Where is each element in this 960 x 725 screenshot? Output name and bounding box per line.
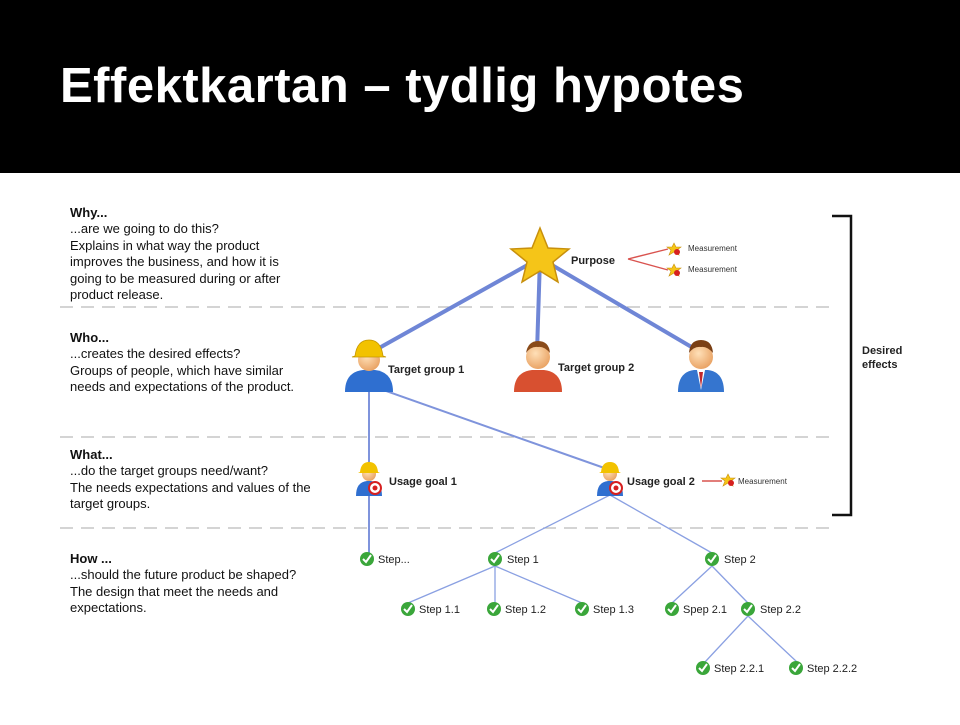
how-heading: How ... xyxy=(70,551,112,566)
worker-person-icon xyxy=(345,340,393,392)
step-label: Spep 2.1 xyxy=(683,604,728,616)
who-line: Groups of people, which have similar xyxy=(70,363,284,378)
usage-goal-2-measurement: Measurement xyxy=(738,477,787,486)
what-line: ...do the target groups need/want? xyxy=(70,463,269,478)
step-node xyxy=(665,602,727,616)
target-group-2-node xyxy=(514,341,634,392)
person-icon xyxy=(514,341,562,392)
row-descriptions xyxy=(70,205,311,615)
step-connectors xyxy=(408,495,797,662)
step-label: Step 2.2.1 xyxy=(714,663,765,675)
how-line: expectations. xyxy=(70,600,147,615)
step-node xyxy=(705,552,756,566)
why-line: improves the business, and how it is xyxy=(70,254,279,269)
step-label: Step 1.1 xyxy=(419,604,460,616)
target-icon xyxy=(674,249,680,255)
step-label: Step 2.2 xyxy=(760,604,801,616)
step-label: Step 1.2 xyxy=(505,604,546,616)
target-group-2-label: Target group 2 xyxy=(558,362,635,374)
connector-tg1-goal2 xyxy=(369,385,610,470)
steps xyxy=(360,552,857,675)
why-line: product release. xyxy=(70,287,164,302)
slide-title: Effektkartan – tydlig hypotes xyxy=(60,59,745,113)
step-node xyxy=(575,602,634,616)
why-line: going to be measured during or after xyxy=(70,271,281,286)
title-bar xyxy=(0,0,960,173)
step-node xyxy=(789,661,857,675)
who-line: ...creates the desired effects? xyxy=(70,346,241,361)
purpose-node xyxy=(511,228,615,282)
usage-goal-2-label: Usage goal 2 xyxy=(627,476,695,488)
target-group-1-node xyxy=(345,340,464,392)
purpose-measurements xyxy=(628,243,738,276)
step-node xyxy=(741,602,801,616)
who-line: needs and expectations of the product. xyxy=(70,379,295,394)
worker-goal-icon xyxy=(356,462,382,496)
step-label: Step 2.2.2 xyxy=(807,663,858,675)
target-icon xyxy=(728,480,734,486)
how-line: ...should the future product be shaped? xyxy=(70,567,297,582)
desired-effects-label: Desired xyxy=(862,345,903,357)
desired-effects-bracket xyxy=(832,216,902,515)
effect-map-svg xyxy=(0,173,960,720)
why-line: ...are we going to do this? xyxy=(70,221,219,236)
what-line: target groups. xyxy=(70,496,151,511)
effect-map-diagram xyxy=(0,173,960,720)
purpose-label: Purpose xyxy=(571,255,616,267)
connector-purpose-tg1 xyxy=(372,258,540,352)
what-heading: What... xyxy=(70,447,113,462)
step-node xyxy=(360,552,410,566)
measurement-label: Measurement xyxy=(688,244,737,253)
target-group-3-node xyxy=(678,340,724,392)
why-line: Explains in what way the product xyxy=(70,238,260,253)
usage-goal-1-label: Usage goal 1 xyxy=(389,476,457,488)
step-label: Step 1.3 xyxy=(593,604,634,616)
target-group-1-label: Target group 1 xyxy=(388,364,465,376)
desired-effects-label: effects xyxy=(862,359,898,371)
step-label: Step... xyxy=(378,554,410,566)
step-node xyxy=(696,661,764,675)
usage-goal-2-node xyxy=(597,462,788,496)
step-node xyxy=(487,602,546,616)
step-label: Step 2 xyxy=(724,554,756,566)
step-node xyxy=(401,602,460,616)
how-line: The design that meet the needs and xyxy=(70,584,279,599)
why-heading: Why... xyxy=(70,205,108,220)
businessman-icon xyxy=(678,340,724,392)
step-label: Step 1 xyxy=(507,554,539,566)
measurement-label: Measurement xyxy=(688,265,737,274)
usage-goal-1-node xyxy=(356,462,457,496)
target-icon xyxy=(674,270,680,276)
who-heading: Who... xyxy=(70,330,109,345)
what-line: The needs expectations and values of the xyxy=(70,480,311,495)
step-node xyxy=(488,552,539,566)
